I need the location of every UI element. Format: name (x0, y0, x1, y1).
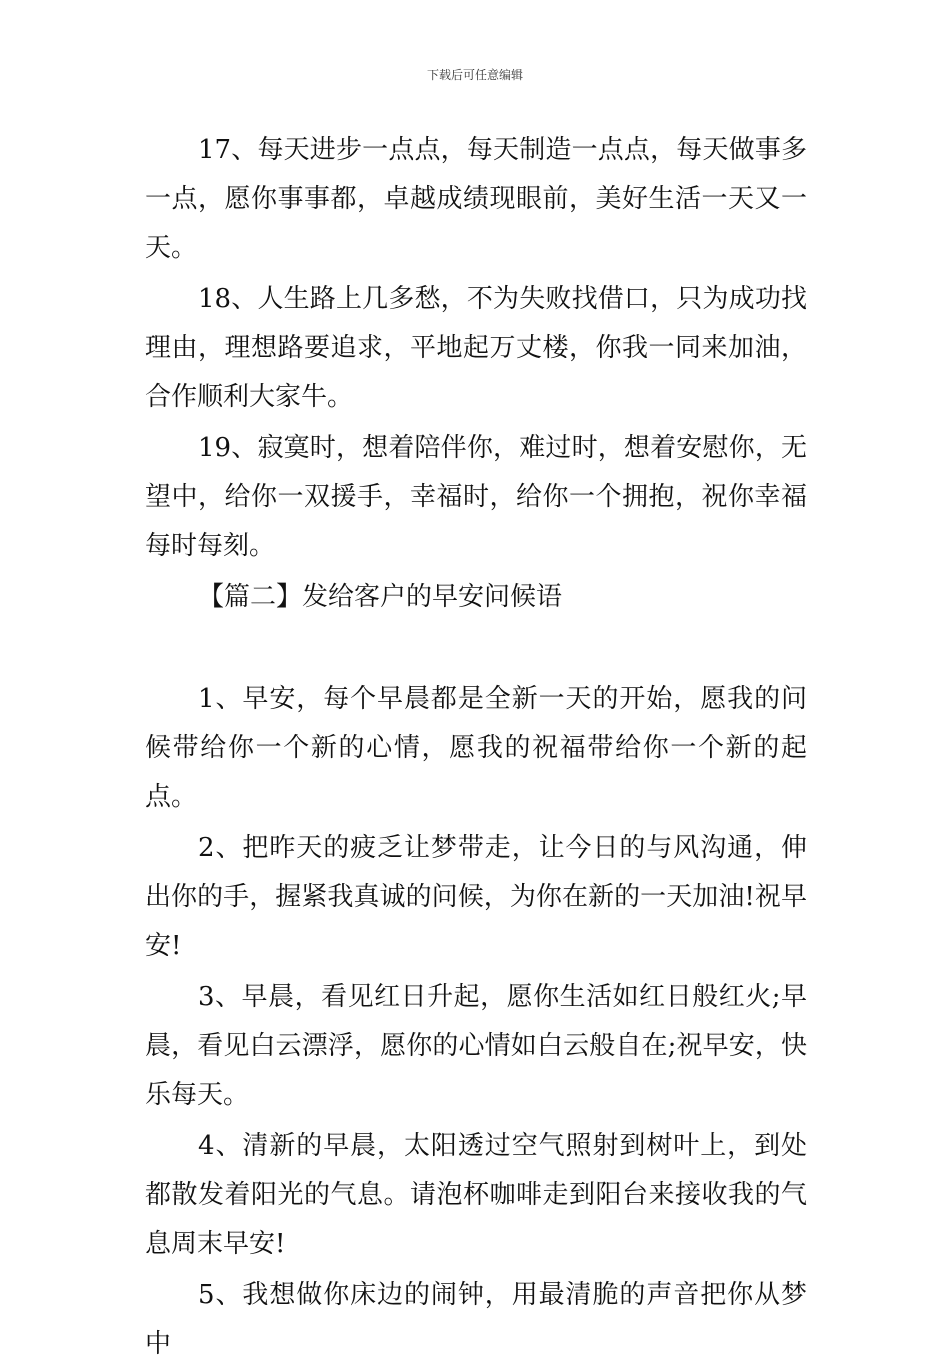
section-title: 【篇二】发给客户的早安问候语 (198, 582, 563, 612)
page-header: 下载后可任意编辑 (426, 68, 523, 82)
section-spacer (145, 624, 807, 675)
paragraph-5: 5、我想做你床边的闹钟，用最清脆的声音把你从梦中 (145, 1280, 807, 1359)
paragraph-3: 3、早晨，看见红日升起，愿你生活如红日般红火;早晨，看见白云漂浮，愿你的心情如白云般自在;祝早安，快乐每天。 (145, 982, 807, 1110)
paragraph-18: 18、人生路上几多愁，不为失败找借口，只为成功找理由，理想路要追求，平地起万丈楼，你我一同来加油，合作顺利大家牛。 (145, 284, 807, 412)
paragraph-1: 1、早安，每个早晨都是全新一天的开始，愿我的问候带给你一个新的心情，愿我的祝福带给你一个新的起点。 (145, 684, 807, 812)
document-body (145, 126, 807, 1371)
paragraph-19: 19、寂寞时，想着陪伴你，难过时，想着安慰你，无望中，给你一双援手，幸福时，给你一个拥抱，祝你幸福每时每刻。 (145, 433, 807, 561)
paragraph-17: 17、每天进步一点点，每天制造一点点，每天做事多一点，愿你事事都，卓越成绩现眼前，美好生活一天又一天。 (145, 135, 807, 263)
paragraph-4: 4、清新的早晨，太阳透过空气照射到树叶上，到处都散发着阳光的气息。请泡杯咖啡走到阳台来接收我的气息周末早安! (145, 1131, 807, 1259)
paragraph-2: 2、把昨天的疲乏让梦带走，让今日的与风沟通，伸出你的手，握紧我真诚的问候，为你在新的一天加油!祝早安! (145, 833, 807, 961)
